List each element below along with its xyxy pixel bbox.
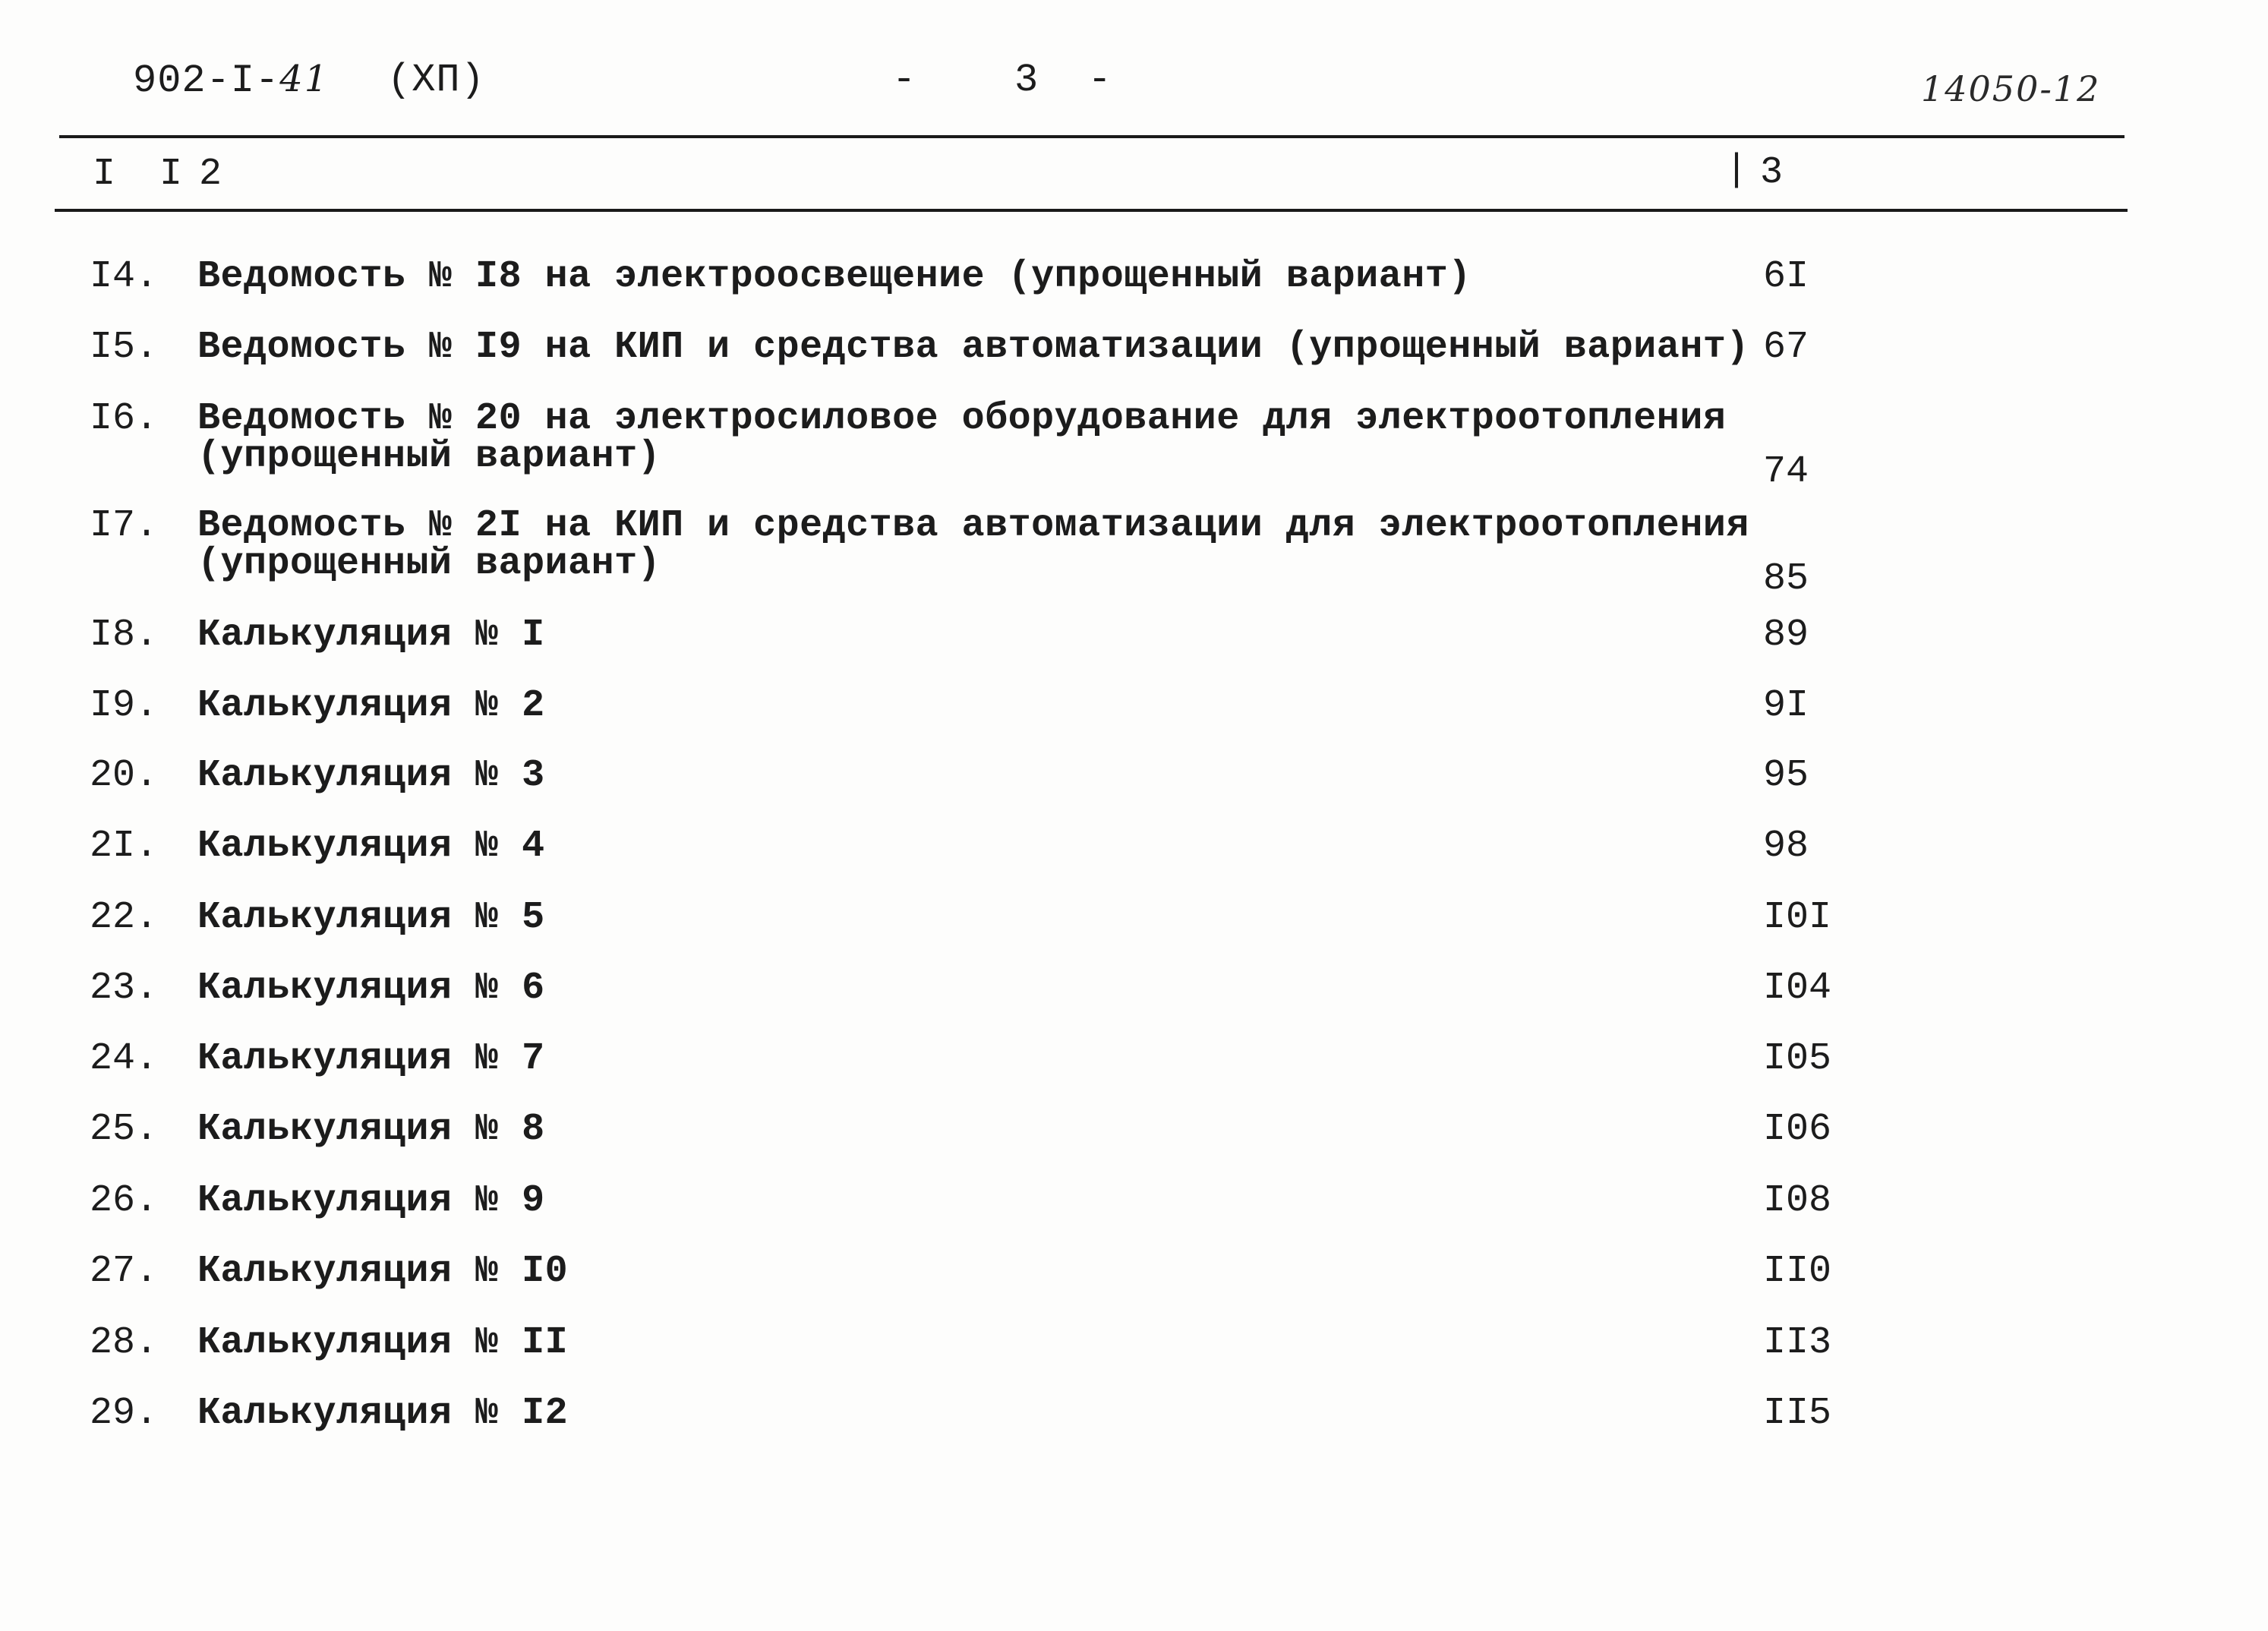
toc-row-title-line: Ведомость № 2I на КИП и средства автоматизации для электроотопления xyxy=(197,504,1749,547)
toc-row-page: 9I xyxy=(1763,684,1809,727)
toc-row-number: I4. xyxy=(90,255,159,298)
inventory-stamp: 14050-12 xyxy=(1921,68,2101,109)
toc-row-page: 89 xyxy=(1763,614,1809,657)
toc-row-title-line: Калькуляция № 2 xyxy=(197,684,545,727)
toc-row-number: I6. xyxy=(90,397,159,440)
header-bottom-rule xyxy=(55,209,2128,212)
toc-row-page: I08 xyxy=(1763,1179,1832,1222)
toc-row-title-line: Ведомость № I8 на электроосвещение (упрощенный вариант) xyxy=(197,255,1472,298)
toc-row-page: 95 xyxy=(1763,754,1809,797)
toc-row-page: I0I xyxy=(1763,896,1832,939)
toc-row-title xyxy=(197,684,545,727)
toc-row-title xyxy=(197,1108,545,1151)
toc-row-number: 27. xyxy=(90,1250,159,1293)
toc-row-title-line: Калькуляция № I0 xyxy=(197,1250,569,1293)
toc-row-title-line: Калькуляция № 8 xyxy=(197,1108,545,1151)
toc-row-number: 2I. xyxy=(90,825,159,868)
toc-row-number: 24. xyxy=(90,1037,159,1080)
toc-row-number: 29. xyxy=(90,1392,159,1435)
toc-row-page: 85 xyxy=(1763,557,1809,601)
column-separator-1: I xyxy=(159,153,183,196)
toc-row-page: II3 xyxy=(1763,1321,1832,1364)
toc-row-title xyxy=(197,397,1727,478)
toc-row-title-line: Калькуляция № 3 xyxy=(197,754,545,797)
column-header-3: 3 xyxy=(1760,151,1784,194)
column-header-1: I xyxy=(93,153,116,196)
toc-row-title xyxy=(197,504,1749,585)
document-series: (XП) xyxy=(387,58,485,103)
toc-row-title xyxy=(197,326,1749,369)
column-separator-2: | xyxy=(1725,149,1749,192)
toc-row-page: II5 xyxy=(1763,1392,1832,1435)
toc-row-number: 28. xyxy=(90,1321,159,1364)
toc-row-page: 98 xyxy=(1763,825,1809,868)
toc-row-title xyxy=(197,754,545,797)
toc-row-number: 25. xyxy=(90,1108,159,1151)
toc-row-title xyxy=(197,614,545,657)
toc-row-number: 23. xyxy=(90,967,159,1010)
toc-row-title xyxy=(197,825,545,868)
toc-row-number: I7. xyxy=(90,504,159,547)
toc-row-number: I8. xyxy=(90,614,159,657)
toc-row-title-line: Калькуляция № 9 xyxy=(197,1179,545,1222)
toc-row-number: 22. xyxy=(90,896,159,939)
toc-row-title xyxy=(197,1321,569,1364)
toc-row-title-line: Калькуляция № I xyxy=(197,614,545,657)
toc-row-page: I06 xyxy=(1763,1108,1832,1151)
toc-row-title-line: Ведомость № 20 на электросиловое оборудование для электроотопления xyxy=(197,397,1727,440)
toc-row-page: 6I xyxy=(1763,255,1809,298)
document-code-handwritten: 41 xyxy=(279,58,330,100)
column-header-2: 2 xyxy=(199,153,222,196)
toc-row-number: I9. xyxy=(90,684,159,727)
toc-row-title-line: (упрощенный вариант) xyxy=(197,435,661,478)
toc-row-title-line: Калькуляция № 6 xyxy=(197,967,545,1010)
document-code-printed: 902-I- xyxy=(133,58,280,103)
top-rule xyxy=(59,135,2124,138)
toc-row-number: I5. xyxy=(90,326,159,369)
toc-row-page: I04 xyxy=(1763,967,1832,1010)
toc-row-page: 74 xyxy=(1763,450,1809,494)
toc-row-title xyxy=(197,1392,569,1435)
toc-row-page: II0 xyxy=(1763,1250,1832,1293)
toc-row-title xyxy=(197,1250,569,1293)
toc-row-number: 26. xyxy=(90,1179,159,1222)
toc-row-page: I05 xyxy=(1763,1037,1832,1080)
document-code xyxy=(133,58,330,103)
toc-row-number: 20. xyxy=(90,754,159,797)
toc-row-title xyxy=(197,967,545,1010)
toc-row-title-line: Калькуляция № 5 xyxy=(197,896,545,939)
toc-row-page: 67 xyxy=(1763,326,1809,369)
toc-row-title-line: Калькуляция № I2 xyxy=(197,1392,569,1435)
toc-row-title xyxy=(197,1179,545,1222)
toc-row-title-line: Калькуляция № 4 xyxy=(197,825,545,868)
toc-row-title xyxy=(197,1037,545,1080)
toc-row-title-line: Ведомость № I9 на КИП и средства автоматизации (упрощенный вариант) xyxy=(197,326,1749,369)
toc-row-title xyxy=(197,896,545,939)
toc-row-title-line: Калькуляция № 7 xyxy=(197,1037,545,1080)
toc-row-title xyxy=(197,255,1472,298)
toc-row-title-line: (упрощенный вариант) xyxy=(197,542,661,585)
toc-row-title-line: Калькуляция № II xyxy=(197,1321,569,1364)
page-number: - 3 - xyxy=(892,58,1112,103)
